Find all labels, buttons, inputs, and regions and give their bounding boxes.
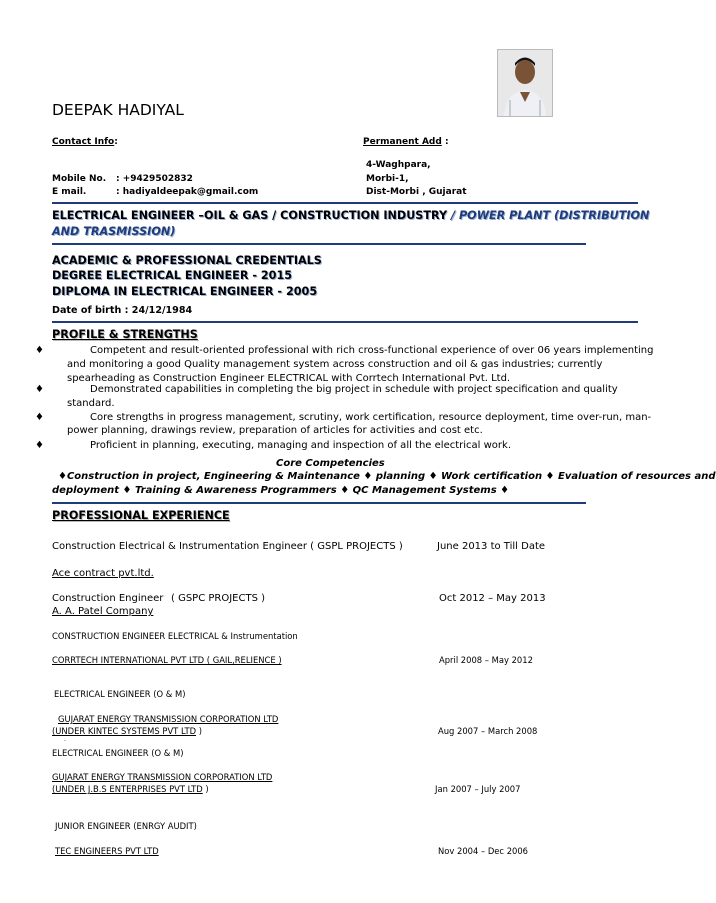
- exp2-project: ( GSPC PROJECTS ): [171, 593, 266, 604]
- profile-p2-line2: standard.: [67, 398, 115, 409]
- job-title-line-1: [52, 209, 649, 222]
- diploma-credential: DIPLOMA IN ELECTRICAL ENGINEER - 2005: [52, 285, 318, 298]
- job-title-main: ELECTRICAL ENGINEER –OIL & GAS / CONSTRUCTION INDUSTRY: [52, 209, 448, 222]
- exp6-date: Nov 2004 – Dec 2006: [438, 846, 529, 856]
- experience-heading: PROFESSIONAL EXPERIENCE: [52, 509, 230, 522]
- date-of-birth: Date of birth : 24/12/1984: [52, 305, 193, 316]
- exp4-company-line1: GUJARAT ENERGY TRANSMISSION CORPORATION LTD: [58, 714, 279, 724]
- credentials-divider: [52, 321, 638, 323]
- contact-info-colon: :: [114, 137, 118, 147]
- email-value: : hadiyaldeepak@gmail.com: [116, 187, 259, 197]
- profile-p1-line3: spearheading as Construction Engineer ELECTRICAL with Corrtech International Pvt. Ltd.: [67, 373, 511, 384]
- profile-p2-line1: Demonstrated capabilities in completing the big project in schedule with project specification and quality: [90, 384, 618, 395]
- bullet-icon: ♦: [35, 345, 44, 356]
- mobile-value: : +9429502832: [116, 174, 193, 184]
- header-divider: [52, 202, 638, 204]
- degree-credential: DEGREE ELECTRICAL ENGINEER - 2015: [52, 269, 293, 282]
- address-line-3: Dist-Morbi , Gujarat: [366, 187, 467, 197]
- email-label: E mail.: [52, 187, 87, 197]
- exp3-role: CONSTRUCTION ENGINEER ELECTRICAL & Instrumentation: [52, 631, 298, 641]
- exp4-role: ELECTRICAL ENGINEER (O & M): [54, 689, 186, 699]
- core-competencies-line2: deployment ♦ Training & Awareness Programmers ♦ QC Management Systems ♦: [52, 485, 510, 496]
- exp4-date: Aug 2007 – March 2008: [438, 726, 538, 736]
- contact-info-label: Contact Info: [52, 137, 115, 147]
- profile-p1-line1: Competent and result-oriented professional with rich cross-functional experience of over 06 years implementing: [90, 345, 654, 356]
- exp5-company-line2: [52, 784, 209, 794]
- bullet-icon: ♦: [35, 440, 44, 451]
- profile-photo: [497, 49, 553, 117]
- core-competencies-heading: Core Competencies: [276, 458, 385, 469]
- exp2-date: Oct 2012 – May 2013: [439, 593, 546, 604]
- profile-p3-line1: Core strengths in progress management, scrutiny, work certification, resource deployment, time over-run, man-: [90, 412, 652, 423]
- exp2-company: A. A. Patel Company: [52, 606, 154, 617]
- permanent-address-heading: [363, 137, 449, 147]
- core-competencies-line1: ♦Construction in project, Engineering & Maintenance ♦ planning ♦ Work certification ♦ Evaluation of resources and: [58, 471, 716, 482]
- exp5-company-line1: GUJARAT ENERGY TRANSMISSION CORPORATION LTD: [52, 772, 273, 782]
- exp5-company-name: (UNDER J.B.S ENTERPRISES PVT LTD: [52, 784, 203, 794]
- profile-p4-line1: Proficient in planning, executing, managing and inspection of all the electrical work.: [90, 440, 511, 451]
- candidate-name: DEEPAK HADIYAL: [52, 101, 184, 119]
- contact-info-heading: [52, 137, 118, 147]
- profile-p3-line2: power planning, drawings review, preparation of articles for activities and cost etc.: [67, 425, 483, 436]
- exp2-role: Construction Engineer: [52, 593, 164, 604]
- exp5-role: ELECTRICAL ENGINEER (O & M): [52, 748, 184, 758]
- title-divider: [52, 243, 586, 245]
- exp4-company-line2: [52, 726, 202, 736]
- profile-p1-line2: and monitoring a good Quality management system across construction and oil & gas industries; currently: [67, 359, 603, 370]
- exp6-role: JUNIOR ENGINEER (ENRGY AUDIT): [55, 821, 197, 831]
- exp1-company: Ace contract pvt.ltd.: [52, 568, 154, 579]
- profile-heading: PROFILE & STRENGTHS: [52, 328, 198, 341]
- bullet-icon: ♦: [35, 384, 44, 395]
- core-divider: [52, 502, 586, 504]
- address-line-1: 4-Waghpara,: [366, 160, 431, 170]
- credentials-heading: ACADEMIC & PROFESSIONAL CREDENTIALS: [52, 254, 322, 267]
- exp3-date: April 2008 – May 2012: [439, 655, 533, 665]
- bullet-icon: ♦: [35, 412, 44, 423]
- job-title-power-plant: / POWER PLANT (DISTRIBUTION: [451, 209, 650, 222]
- exp1-date: June 2013 to Till Date: [437, 541, 546, 552]
- exp4-company-name: (UNDER KINTEC SYSTEMS PVT LTD: [52, 726, 197, 736]
- exp4-company-close: ): [196, 726, 202, 736]
- permanent-address-colon: :: [444, 137, 449, 147]
- permanent-address-label: Permanent Add: [363, 137, 442, 147]
- job-title-line-2: AND TRASMISSION): [52, 225, 176, 238]
- exp4-dot: .: [64, 736, 66, 743]
- exp6-company: TEC ENGINEERS PVT LTD: [55, 846, 159, 856]
- exp1-role: Construction Electrical & Instrumentation Engineer ( GSPL PROJECTS ): [52, 541, 403, 552]
- person-photo-icon: [498, 50, 552, 116]
- exp5-date: Jan 2007 – July 2007: [435, 784, 521, 794]
- mobile-label: Mobile No.: [52, 174, 107, 184]
- exp3-company: CORRTECH INTERNATIONAL PVT LTD ( GAIL,RELIENCE ): [52, 655, 282, 665]
- exp5-company-close: ): [202, 784, 209, 794]
- address-line-2: Morbi-1,: [366, 174, 409, 184]
